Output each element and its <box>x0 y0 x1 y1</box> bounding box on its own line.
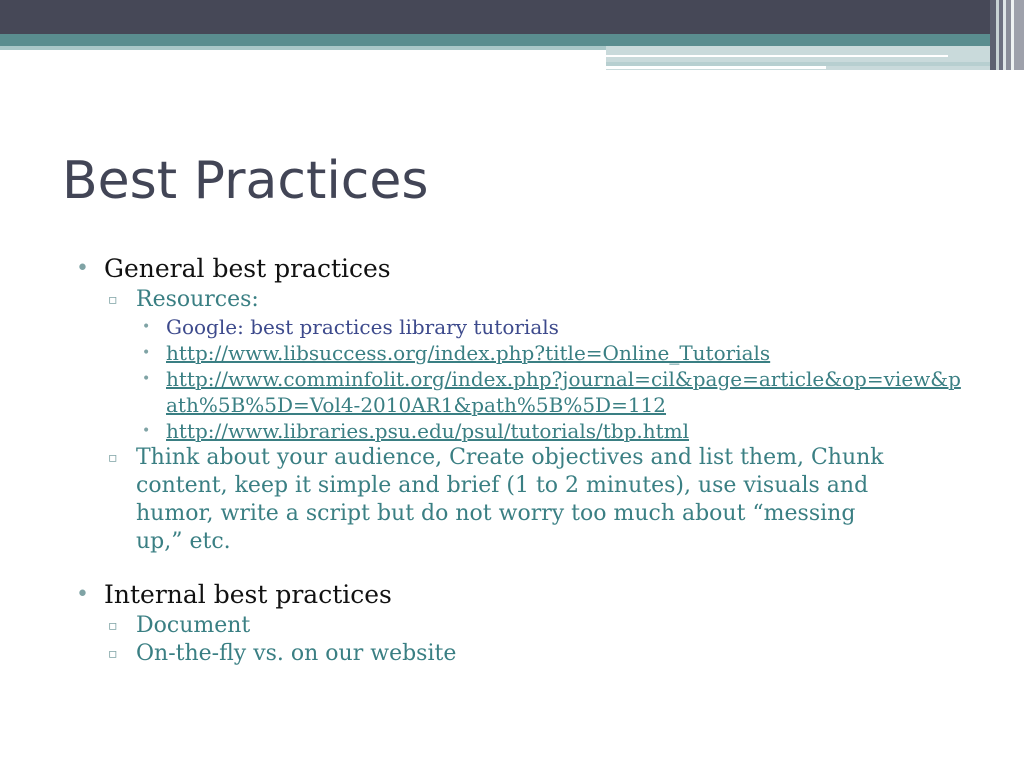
sub-bullet-item <box>0 640 1024 668</box>
bullet-general <box>0 252 1024 286</box>
header-dark-bar <box>0 0 1024 34</box>
resources-label: Resources: <box>136 287 259 312</box>
bullet-dot-icon: • <box>76 256 89 281</box>
resource-item <box>0 418 1024 444</box>
header-right-line <box>606 66 826 69</box>
resource-link[interactable]: http://www.libraries.psu.edu/psul/tutorials/tbp.html <box>166 419 690 443</box>
resource-item <box>0 314 1024 340</box>
slide-title: Best Practices <box>62 151 429 211</box>
slide-content <box>0 252 1024 668</box>
header-stripes <box>990 0 1024 70</box>
bullet-internal <box>0 578 1024 612</box>
small-bullet-icon: • <box>142 319 151 335</box>
bullet-general-text: General best practices <box>104 254 391 283</box>
bullet-dot-icon: • <box>76 582 89 607</box>
small-bullet-icon: • <box>142 423 151 439</box>
sub-bullet-text: Document <box>136 613 251 638</box>
small-bullet-icon: • <box>142 345 151 361</box>
tip-text: Think about your audience, Create objectives and list them, Chunk content, keep it simple and brief (1 to 2 minutes), use visuals and humor, write a script but do not worry too much about “messing up,” etc. <box>136 445 884 554</box>
resource-text: Google: best practices library tutorials <box>166 315 559 339</box>
square-bullet-icon: ▫ <box>108 646 118 662</box>
sub-bullet-resources <box>0 286 1024 314</box>
resource-link[interactable]: http://www.libsuccess.org/index.php?title=Online_Tutorials <box>166 341 771 365</box>
sub-bullet-text: On-the-fly vs. on our website <box>136 641 457 666</box>
sub-bullet-tip <box>0 444 1024 556</box>
resource-item <box>0 366 1024 418</box>
sub-bullet-item <box>0 612 1024 640</box>
small-bullet-icon: • <box>142 371 151 387</box>
square-bullet-icon: ▫ <box>108 292 118 308</box>
bullet-internal-text: Internal best practices <box>104 580 392 609</box>
square-bullet-icon: ▫ <box>108 618 118 634</box>
header-teal-bar <box>0 34 1024 46</box>
header-right-line <box>606 55 948 57</box>
square-bullet-icon: ▫ <box>108 450 118 466</box>
resource-link[interactable]: http://www.comminfolit.org/index.php?journal=cil&page=article&op=view&path%5B%5D=Vol4-2010AR1&path%5B%5D=112 <box>166 367 961 417</box>
resource-item <box>0 340 1024 366</box>
